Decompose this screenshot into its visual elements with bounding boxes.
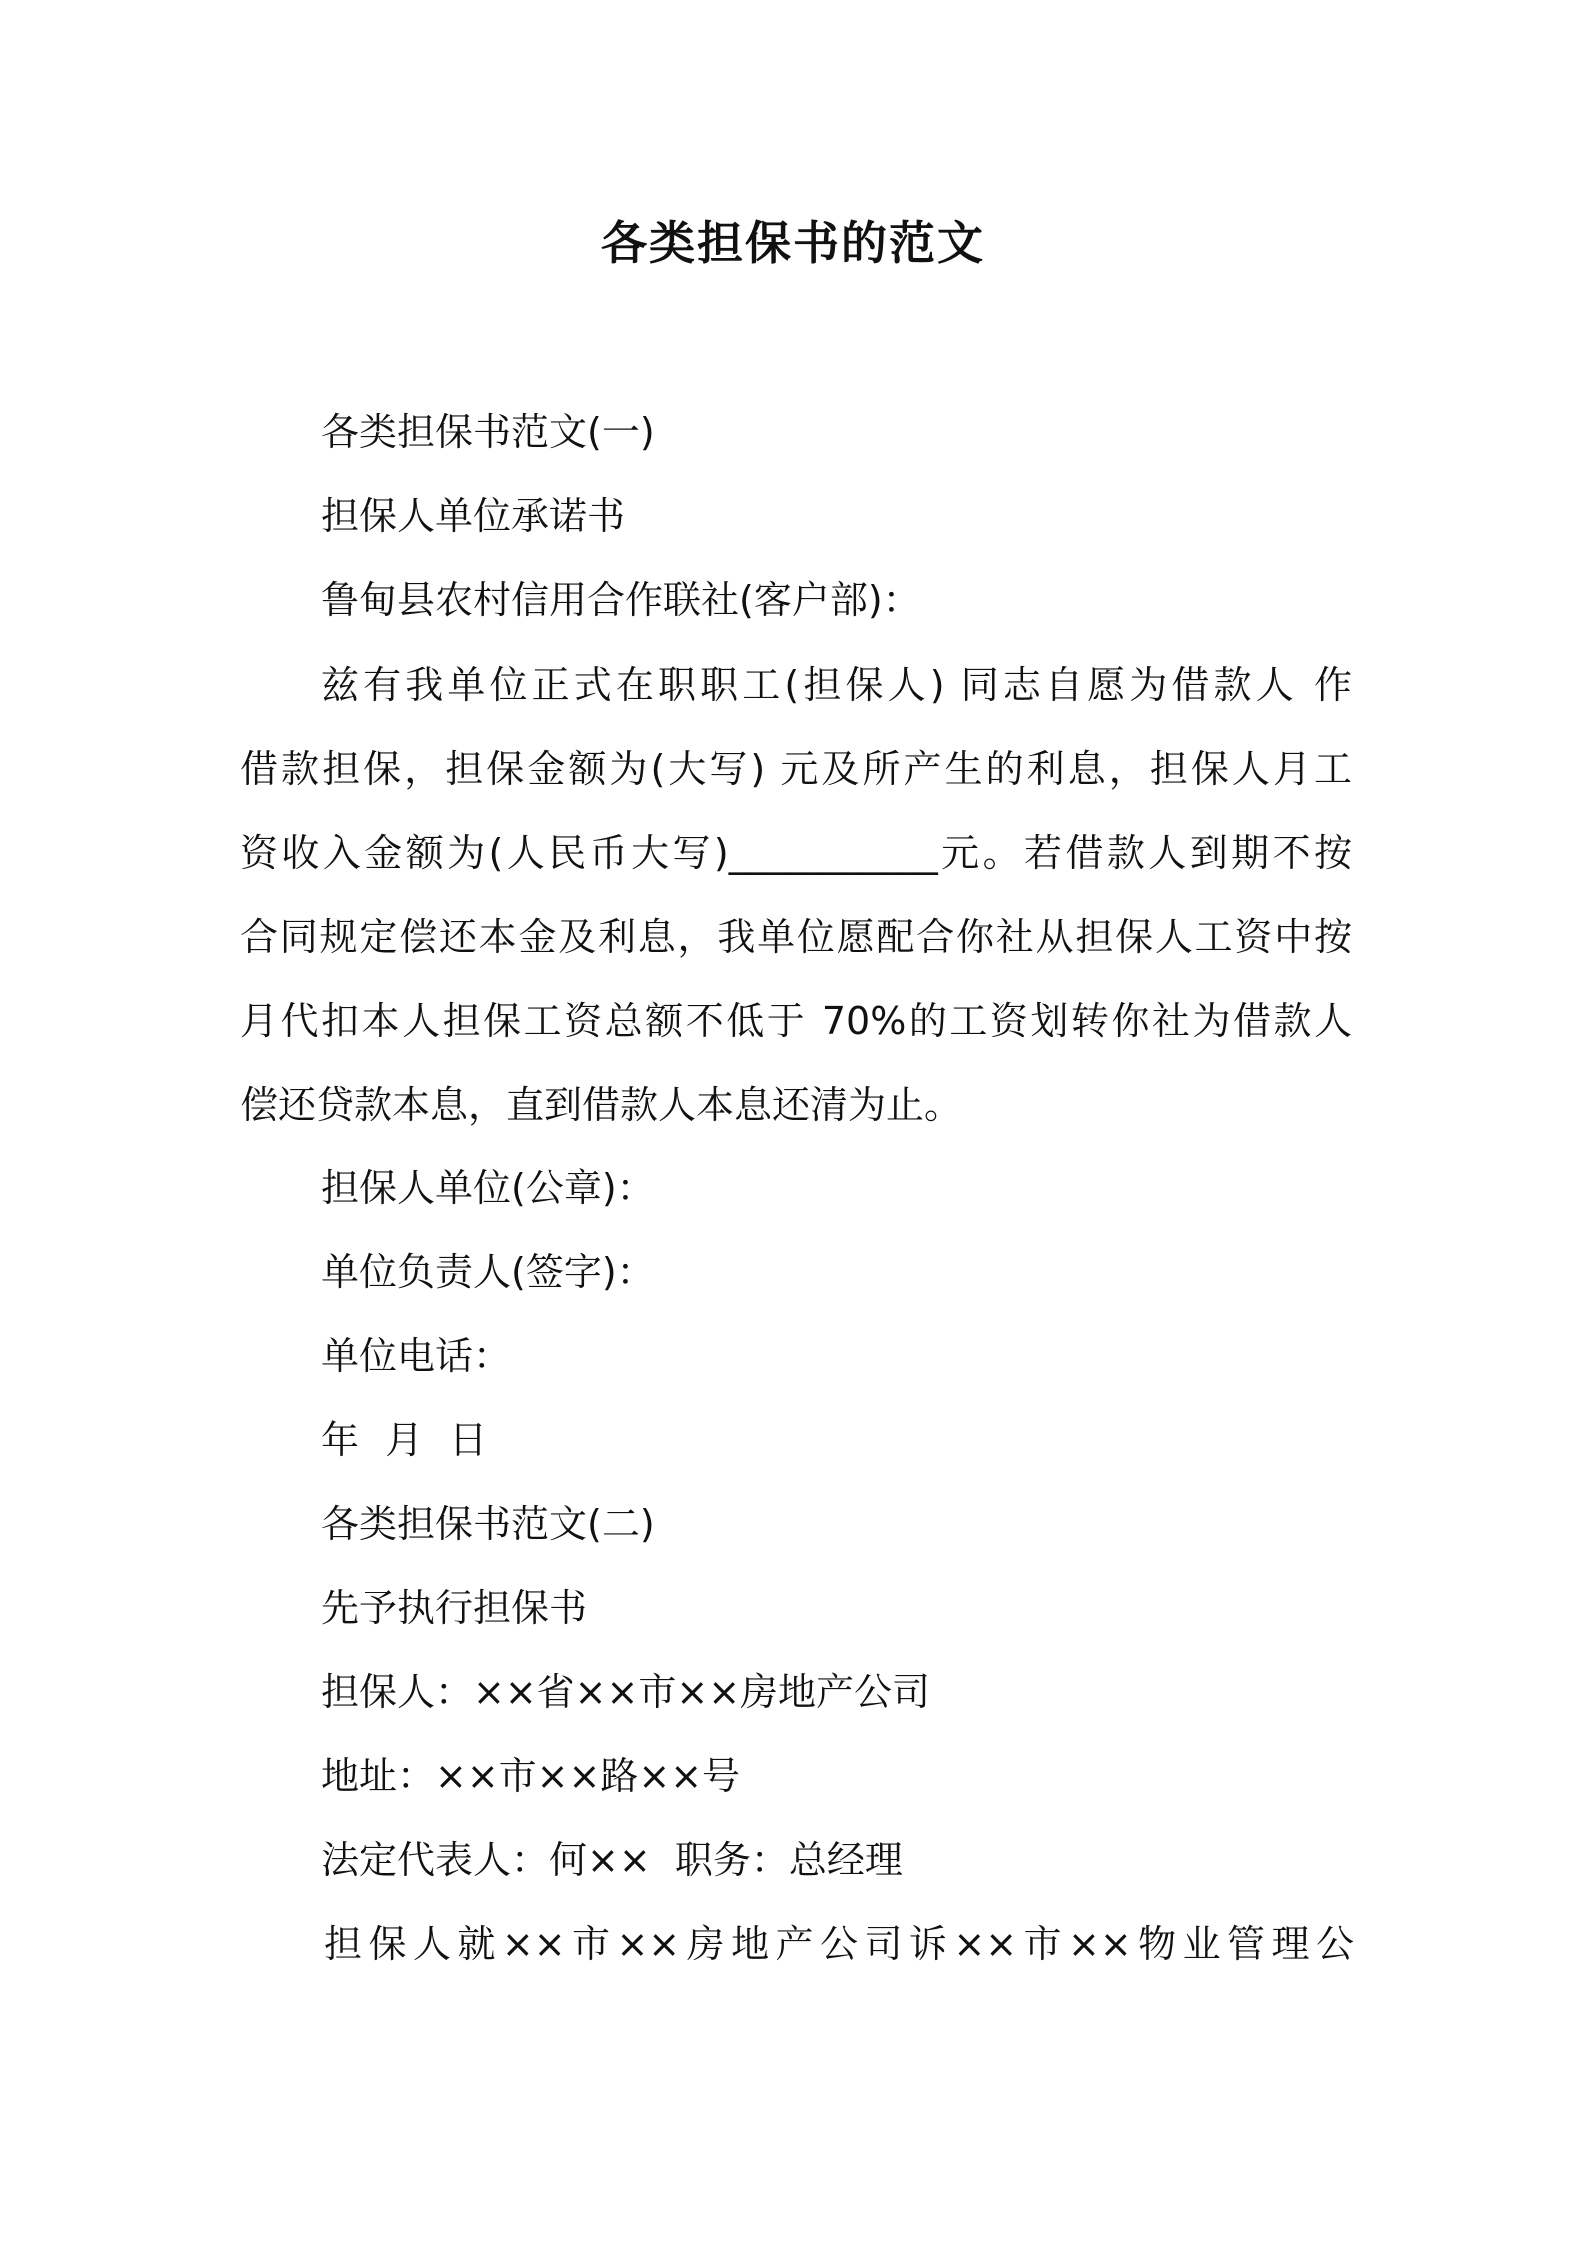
signature-unit-line: 担保人单位(公章)： [321,1166,655,1210]
guarantee-paragraph [240,643,1352,1147]
address-line: 地址：××市××路××号 [321,1754,741,1798]
document-title: 各类担保书的范文 [601,216,985,270]
legal-representative-line: 法定代表人：何×× 职务：总经理 [321,1838,903,1882]
paragraph-line: 月代扣本人担保工资总额不低于 70%的工资划转你社为借款人 [240,999,1352,1043]
signature-head-line: 单位负责人(签字)： [321,1250,655,1294]
paragraph-line: 偿还贷款本息，直到借款人本息还清为止。 [240,1083,963,1127]
section2-subheading: 先予执行担保书 [321,1586,588,1630]
paragraph-line: 借款担保，担保金额为(大写) 元及所产生的利息，担保人月工 [240,747,1352,791]
section2-heading: 各类担保书范文(二) [321,1502,655,1546]
paragraph-line: 合同规定偿还本金及利息，我单位愿配合你社从担保人工资中按 [240,915,1352,959]
paragraph-line: 资收入金额为(人民币大写)___________元。若借款人到期不按 [240,831,1352,875]
section1-subheading: 担保人单位承诺书 [321,494,626,538]
phone-line: 单位电话： [321,1334,512,1378]
date-line: 年 月 日 [321,1418,488,1462]
section1-heading: 各类担保书范文(一) [321,410,655,454]
addressee-line: 鲁甸县农村信用合作联社(客户部)： [321,578,921,622]
paragraph-line: 兹有我单位正式在职职工(担保人) 同志自愿为借款人 作 [321,663,1352,707]
section2-paragraph-start: 担保人就××市××房地产公司诉××市××物业管理公 [324,1922,1354,1966]
guarantor-line: 担保人：××省××市××房地产公司 [321,1670,931,1714]
